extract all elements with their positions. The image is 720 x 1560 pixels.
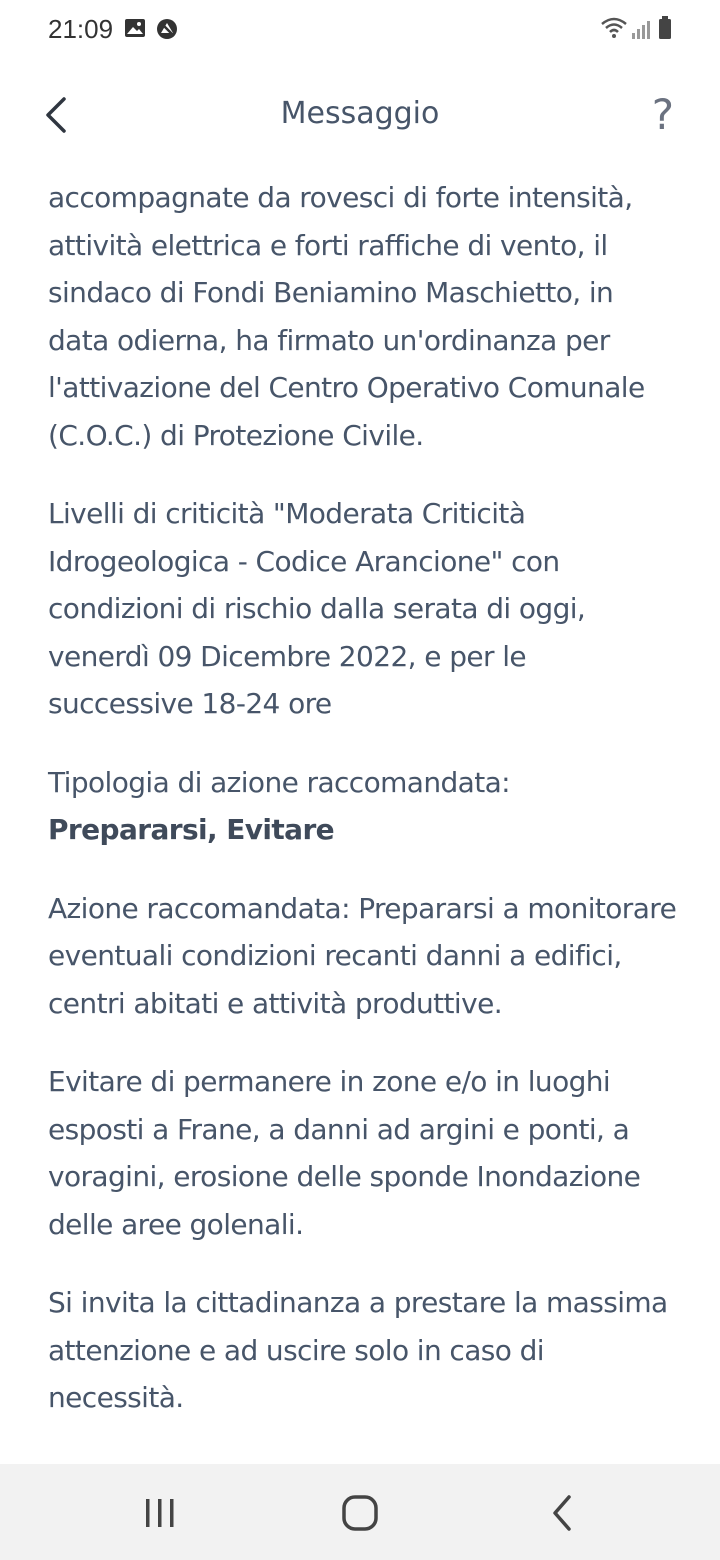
recent-apps-button[interactable] xyxy=(130,1486,190,1540)
battery-icon xyxy=(658,16,672,44)
message-body xyxy=(48,174,678,1464)
help-button[interactable]: ? xyxy=(651,90,674,139)
message-paragraph: Azione raccomandata: Prepararsi a monitorare eventuali condizioni recanti danni a edifici, centri abitati e attività produttive. xyxy=(48,891,677,1020)
recommended-action-label: Tipologia di azione raccomandata: xyxy=(48,765,511,799)
message-paragraph: Livelli di criticità "Moderata Criticità Idrogeologica - Codice Arancione" con condizioni di rischio dalla serata di oggi, venerdì 09 Dicembre 2022, e per le successive 18-24 ore xyxy=(48,497,586,720)
status-bar xyxy=(0,0,720,60)
home-button[interactable] xyxy=(330,1486,390,1540)
wifi-icon xyxy=(600,16,628,44)
system-back-button[interactable] xyxy=(532,1486,592,1540)
system-nav-bar xyxy=(0,1464,720,1560)
signal-icon xyxy=(630,18,652,44)
app-bar xyxy=(0,70,720,162)
message-paragraph: Evitare di permanere in zone e/o in luoghi esposti a Frane, a danni ad argini e ponti, a voragini, erosione delle sponde Inondazione delle aree golenali. xyxy=(48,1065,641,1241)
message-paragraph: accompagnate da rovesci di forte intensità, attività elettrica e forti raffiche di vento, il sindaco di Fondi Beniamino Maschietto, in data odierna, ha firmato un'ordinanza per l'attivazione del Centro Operativo Comunale (C.O.C.) di Protezione Civile. xyxy=(48,181,645,452)
recommended-action-value: Prepararsi, Evitare xyxy=(48,813,335,846)
recent-apps-icon xyxy=(142,1495,178,1531)
recommended-action-type xyxy=(48,759,678,854)
page-title: Messaggio xyxy=(280,96,440,131)
blocked-notification-icon xyxy=(156,18,178,44)
back-arrow-icon xyxy=(547,1493,577,1533)
home-icon xyxy=(340,1493,380,1533)
message-paragraph: Si invita la cittadinanza a prestare la massima attenzione e ad uscire solo in caso di necessità. xyxy=(48,1286,668,1414)
status-time: 21:09 xyxy=(48,14,114,44)
gallery-notification-icon xyxy=(124,18,146,42)
